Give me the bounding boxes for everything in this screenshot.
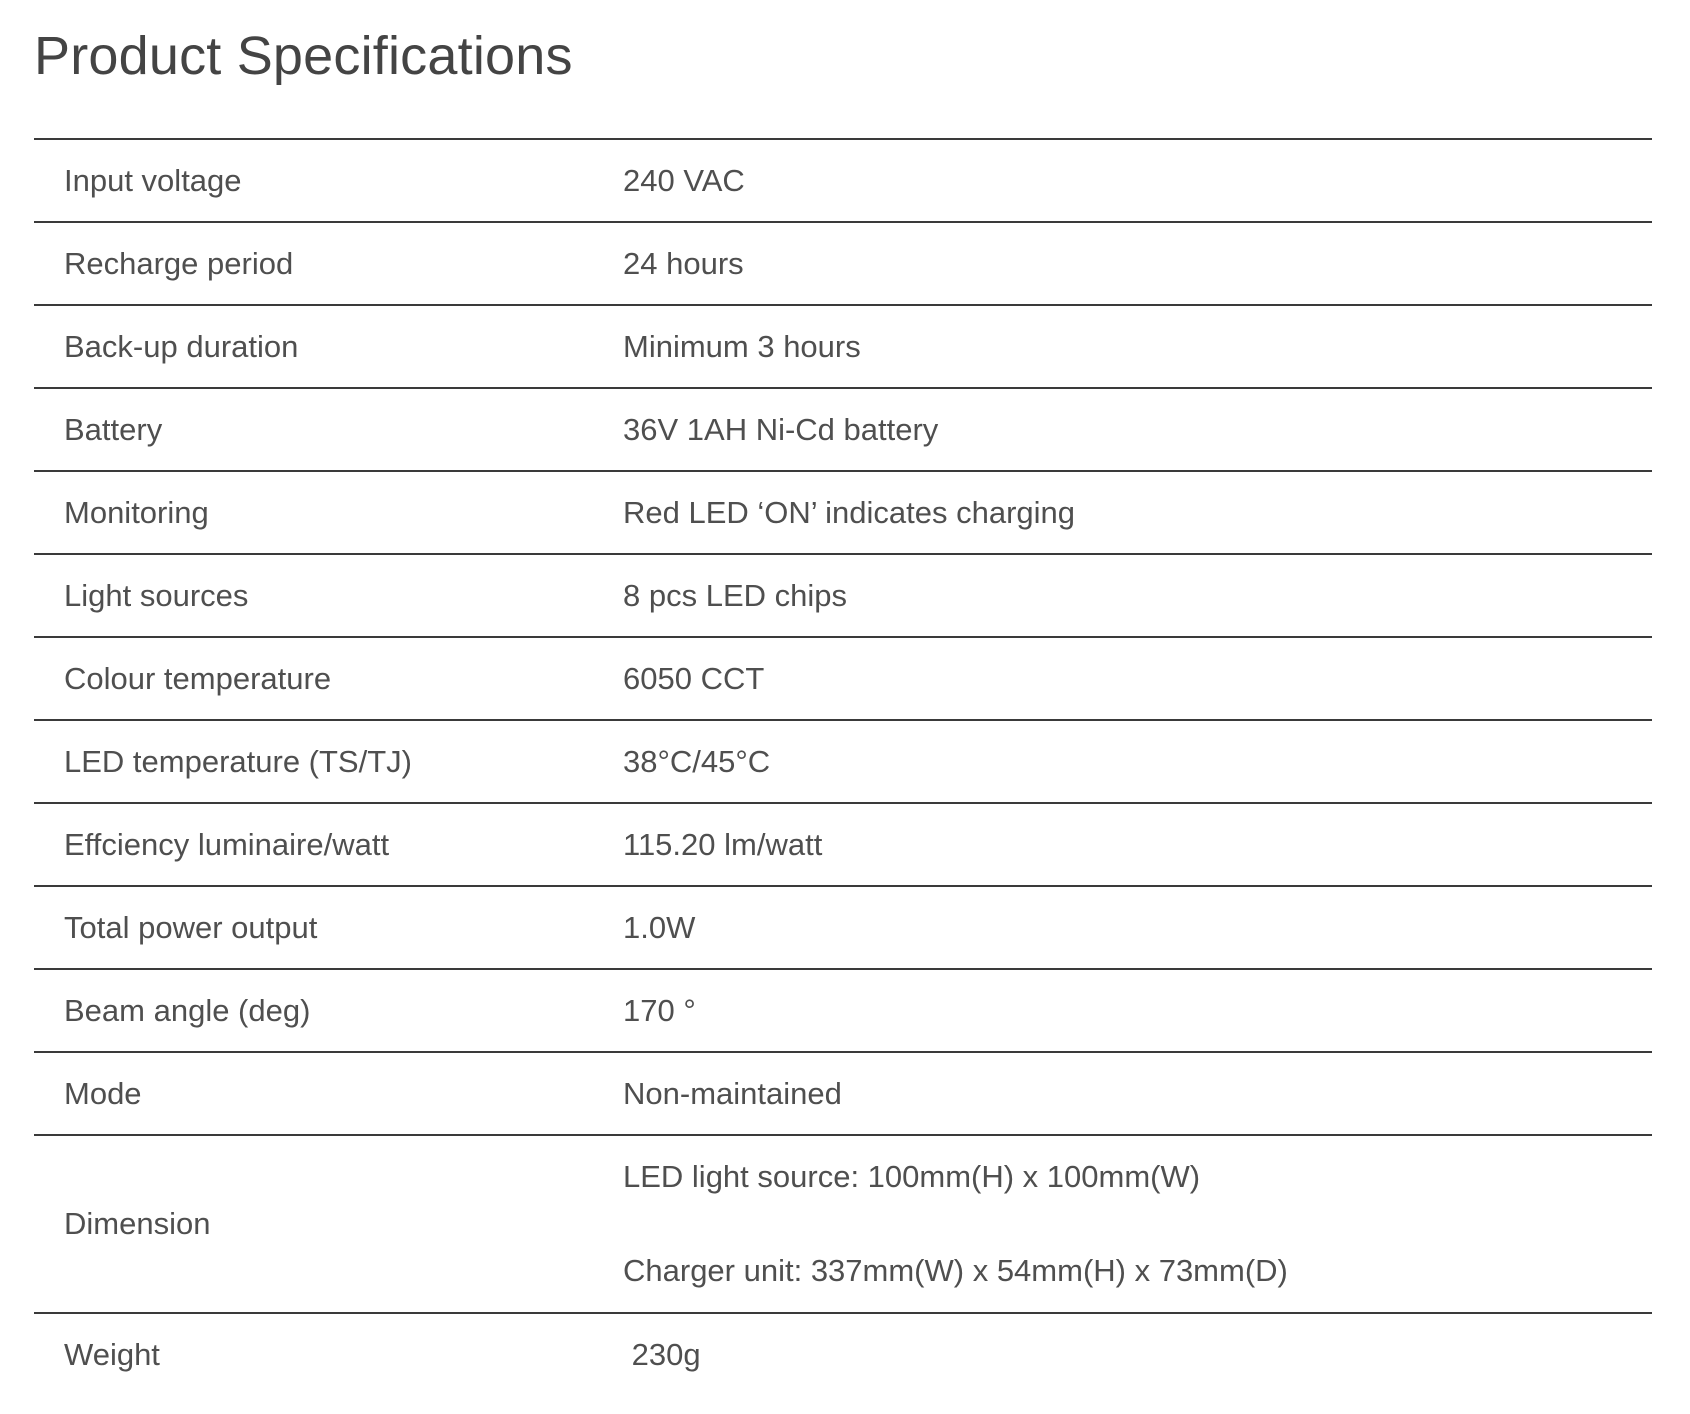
spec-table	[34, 138, 1652, 1395]
spec-value	[594, 1135, 1652, 1313]
spec-value: 36V 1AH Ni-Cd battery	[623, 411, 939, 447]
spec-value-line: Charger unit: 337mm(W) x 54mm(H) x 73mm(D)	[623, 1253, 1288, 1288]
spec-value: Minimum 3 hours	[623, 328, 861, 364]
table-row	[34, 803, 1652, 886]
spec-value: 38°C/45°C	[623, 743, 771, 779]
table-row	[34, 637, 1652, 720]
spec-value: 8 pcs LED chips	[623, 577, 847, 613]
page-title: Product Specifications	[34, 26, 573, 86]
spec-value: 230g	[623, 1336, 701, 1372]
spec-label: Effciency luminaire/watt	[64, 826, 390, 862]
spec-label: Beam angle (deg)	[64, 992, 311, 1028]
spec-value: 6050 CCT	[623, 660, 765, 696]
spec-label: Total power output	[64, 909, 318, 945]
spec-page	[34, 0, 1652, 1395]
spec-label: Input voltage	[64, 162, 242, 198]
table-row	[34, 720, 1652, 803]
spec-value: 170 °	[623, 992, 696, 1028]
table-row	[34, 1135, 1652, 1313]
table-row	[34, 1313, 1652, 1395]
spec-value: 115.20 lm/watt	[623, 826, 823, 862]
table-row	[34, 139, 1652, 222]
spec-value: 24 hours	[623, 245, 744, 281]
spec-label: Light sources	[64, 577, 249, 613]
spec-value: 1.0W	[623, 909, 696, 945]
table-row	[34, 388, 1652, 471]
table-row	[34, 222, 1652, 305]
spec-value: Red LED ‘ON’ indicates charging	[623, 494, 1076, 530]
spec-value: 240 VAC	[623, 162, 745, 198]
table-row	[34, 471, 1652, 554]
spec-label: Recharge period	[64, 245, 294, 281]
table-row	[34, 969, 1652, 1052]
spec-label: Mode	[64, 1075, 142, 1111]
table-row	[34, 886, 1652, 969]
spec-label: Colour temperature	[64, 660, 332, 696]
spec-label: LED temperature (TS/TJ)	[64, 743, 412, 779]
table-row	[34, 305, 1652, 388]
spec-label: Weight	[64, 1336, 160, 1372]
spec-label: Battery	[64, 411, 163, 447]
spec-label: Dimension	[64, 1206, 211, 1241]
spec-value: Non-maintained	[623, 1075, 842, 1111]
table-row	[34, 554, 1652, 637]
table-row	[34, 1052, 1652, 1135]
spec-label: Monitoring	[64, 494, 209, 530]
spec-value-line: LED light source: 100mm(H) x 100mm(W)	[623, 1159, 1201, 1194]
spec-label: Back-up duration	[64, 328, 299, 364]
